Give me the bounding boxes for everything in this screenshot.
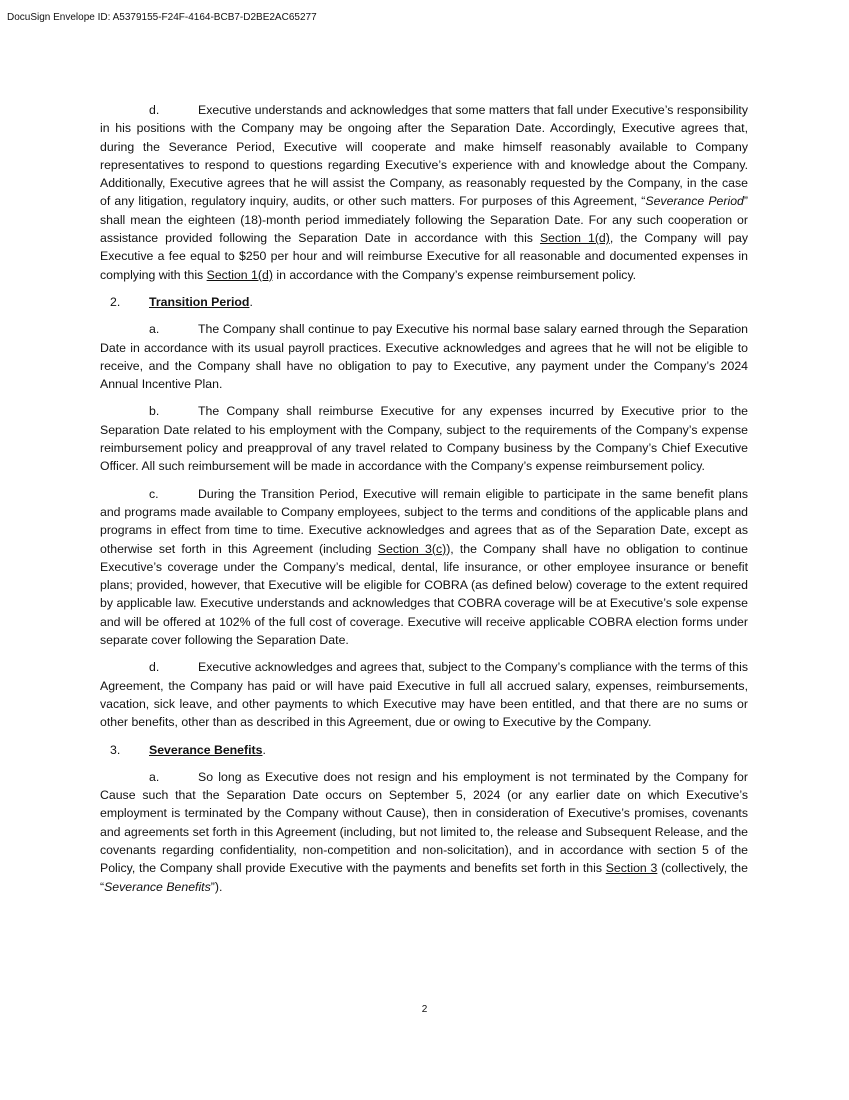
paragraph-text: The Company shall continue to pay Executive his normal base salary earned through the Separation Date in accordance with its usual payroll practices. Executive acknowledges and agrees that he will not be eligible to receive, and the Company shall have no obligation to pay to Executive, any payment under the Company’s 2024 Annual Incentive Plan. bbox=[100, 322, 748, 392]
paragraph-text: ”). bbox=[210, 879, 223, 894]
paragraph-text: During the Transition Period, Executive will remain eligible to participate in the same benefit plans and programs made available to Company employees, subject to the terms and conditions of the applicable plans and programs in effect from time to time. Executive acknowledges and agrees that as of the Separation Date, except as otherwise set forth in this Agreement (including bbox=[100, 486, 748, 556]
document-body bbox=[100, 101, 748, 905]
paragraph-text: Executive understands and acknowledges that some matters that fall under Executive’s responsibility in his positions with the Company may be ongoing after the Separation Date. Accordingly, Executive agrees that, during the Severance Period, Executive will cooperate and make himself reasonably available to Company representatives to respond to questions regarding Executive’s experience with and knowledge about the Company. Additionally, Executive agrees that he will assist the Company, as reasonably requested by the Company, in the case of any litigation, regulatory inquiry, audits, or other such matters. For purposes of this Agreement, “ bbox=[100, 103, 748, 209]
paragraph-2c bbox=[100, 485, 748, 650]
paragraph-text: Executive acknowledges and agrees that, subject to the Company’s compliance with the terms of this Agreement, the Company has paid or will have paid Executive in full all accrued salary, expenses, reimbursements, vacation, sick leave, and other payments to which Executive may have been entitled, and that there are no sums or other benefits, other than as described in this Agreement, due or owing to Executive by the Company. bbox=[100, 660, 749, 730]
paragraph-label: c. bbox=[149, 486, 159, 501]
paragraph-text: So long as Executive does not resign and his employment is not terminated by the Company for Cause such that the Separation Date occurs on September 5, 2024 (or any earlier date on which Executive’s employment is terminated by the Company without Cause), then in consideration of Executive’s promises, covenants and agreements set forth in this Agreement (including, but not limited to, the release and Subsequent Release, and the covenants regarding confidentiality, non-competition and non-solicitation), and in accordance with section 5 of the Policy, the Company shall provide Executive with the payments and benefits set forth in this bbox=[100, 769, 748, 876]
paragraph-text: in accordance with the Company’s expense reimbursement policy. bbox=[272, 267, 637, 282]
defined-term: Severance Period bbox=[645, 194, 744, 209]
docusign-envelope-id: DocuSign Envelope ID: A5379155-F24F-4164-BCB7-D2BE2AC65277 bbox=[7, 12, 317, 23]
section-title: Severance Benefits bbox=[149, 742, 263, 757]
defined-term: Severance Benefits bbox=[104, 879, 211, 894]
paragraph-label: a. bbox=[149, 769, 160, 784]
paragraph-1d bbox=[100, 101, 748, 284]
section-title: Transition Period bbox=[149, 294, 250, 309]
paragraph-text: ” shall mean the eighteen (18)-month period immediately following the Separation Date. For any such cooperation or assistance provided following the Separation Date in accordance with this bbox=[100, 194, 748, 246]
section-reference: Section 1(d) bbox=[539, 231, 610, 246]
paragraph-label: a. bbox=[149, 322, 160, 337]
paragraph-text: , the Company will pay Executive a fee equal to $250 per hour and will reimburse Executive for all reasonable and documented expenses in complying with this bbox=[100, 231, 748, 282]
paragraph-text: (collectively, the “ bbox=[100, 861, 748, 894]
heading-period: . bbox=[249, 294, 253, 309]
paragraph-label: b. bbox=[149, 404, 160, 419]
section-number: 2. bbox=[110, 294, 121, 309]
section-reference: Section 3 bbox=[605, 861, 658, 876]
paragraph-2d bbox=[100, 658, 748, 731]
paragraph-label: d. bbox=[149, 103, 160, 117]
paragraph-label: d. bbox=[149, 660, 160, 675]
section-number: 3. bbox=[110, 742, 121, 757]
paragraph-text: ), the Company shall have no obligation to continue Executive’s coverage under the Company’s medical, dental, life insurance, or other employee insurance or benefit plans; provided, however, that Executive will be eligible for COBRA (as defined below) coverage to the extent required by applicable law. Executive understands and acknowledges that COBRA coverage will be at Executive’s sole expense and will be offered at 102% of the full cost of coverage. Executive will receive applicable COBRA election forms under separate cover following the Separation Date. bbox=[100, 541, 748, 648]
heading-period: . bbox=[262, 742, 266, 757]
paragraph-2b bbox=[100, 402, 748, 475]
paragraph-2a bbox=[100, 320, 748, 393]
section-reference: Section 1(d) bbox=[206, 267, 273, 282]
paragraph-text: The Company shall reimburse Executive for any expenses incurred by Executive prior to the Separation Date related to his employment with the Company, subject to the requirements of the Company’s expense reimbursement policy and preapproval of any travel related to Company business by the Company’s Chief Executive Officer. All such reimbursement will be made in accordance with the Company’s expense reimbursement policy. bbox=[100, 404, 748, 474]
section-heading-3 bbox=[100, 741, 748, 759]
page-number: 2 bbox=[421, 1004, 428, 1015]
section-reference: Section 3(c) bbox=[377, 541, 447, 556]
paragraph-3a bbox=[100, 768, 748, 896]
section-heading-2 bbox=[100, 293, 748, 311]
